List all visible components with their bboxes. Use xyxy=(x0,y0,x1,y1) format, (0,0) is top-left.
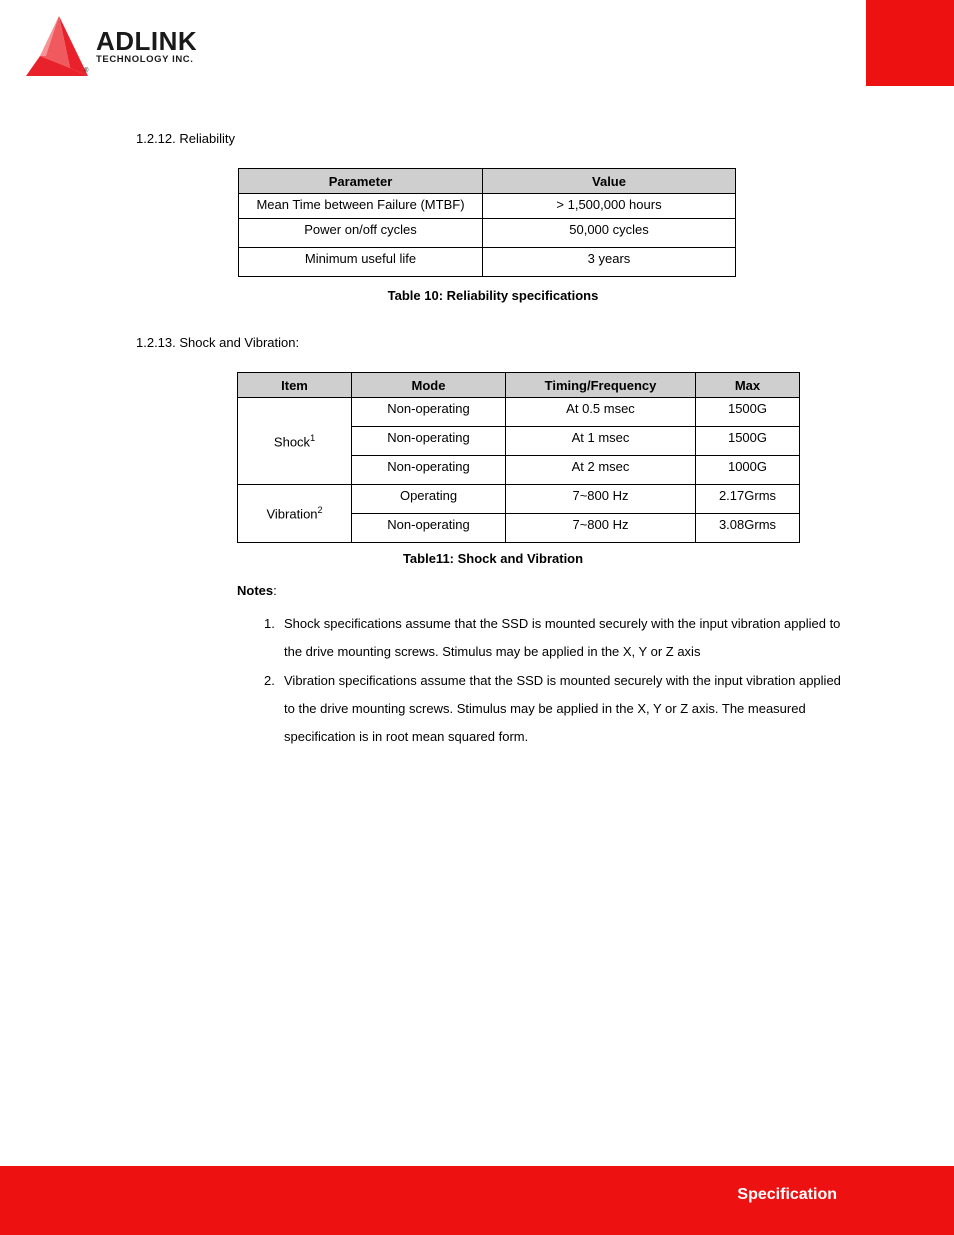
mode-cell: Operating xyxy=(352,485,506,514)
footnote-marker: 1 xyxy=(310,432,316,443)
col-header-value: Value xyxy=(483,169,736,194)
value-cell: > 1,500,000 hours xyxy=(483,194,736,219)
col-header-parameter: Parameter xyxy=(239,169,483,194)
parameter-cell: Minimum useful life xyxy=(239,248,483,277)
value-cell: 3 years xyxy=(483,248,736,277)
table-header-row xyxy=(238,373,800,398)
notes-title-label: Notes xyxy=(237,583,274,598)
timing-cell: 7~800 Hz xyxy=(506,514,696,543)
item-cell xyxy=(238,485,352,543)
adlink-triangle-icon xyxy=(26,16,88,80)
shock-vibration-table-caption: Table11: Shock and Vibration xyxy=(402,551,584,566)
col-header-item: Item xyxy=(238,373,352,398)
table-row xyxy=(238,485,800,514)
col-header-max: Max xyxy=(696,373,800,398)
max-cell: 2.17Grms xyxy=(696,485,800,514)
note-text: Vibration specifications assume that the SSD is mounted securely with the input vibration applied to the drive mounting screws. Stimulus may be applied in the X, Y or Z axis. The measured specification is in root mean squared form. xyxy=(284,673,841,744)
mode-cell: Non-operating xyxy=(352,456,506,485)
mode-cell: Non-operating xyxy=(352,398,506,427)
footer-section-label: Specification xyxy=(737,1186,837,1203)
note-number: 2. xyxy=(264,673,275,688)
table-row xyxy=(239,219,736,248)
mode-cell: Non-operating xyxy=(352,514,506,543)
table-row xyxy=(238,398,800,427)
logo-wordmark: ADLINK xyxy=(96,26,198,56)
shock-vibration-table xyxy=(237,372,800,543)
parameter-cell: Power on/off cycles xyxy=(239,219,483,248)
parameter-cell: Mean Time between Failure (MTBF) xyxy=(239,194,483,219)
header-red-tab xyxy=(866,0,954,86)
note-number: 1. xyxy=(264,616,275,631)
logo-subtitle: TECHNOLOGY INC. xyxy=(96,54,194,65)
item-cell xyxy=(238,398,352,485)
max-cell: 1500G xyxy=(696,398,800,427)
value-cell: 50,000 cycles xyxy=(483,219,736,248)
reliability-heading: 1.2.12. Reliability xyxy=(136,131,235,146)
timing-cell: At 2 msec xyxy=(506,456,696,485)
timing-cell: At 0.5 msec xyxy=(506,398,696,427)
logo-registered-mark: ® xyxy=(84,68,89,74)
col-header-mode: Mode xyxy=(352,373,506,398)
max-cell: 1500G xyxy=(696,427,800,456)
footer-bar xyxy=(0,1166,954,1235)
item-label: Shock xyxy=(273,434,311,450)
notes-title-colon: : xyxy=(273,583,277,598)
timing-cell: At 1 msec xyxy=(506,427,696,456)
mode-cell: Non-operating xyxy=(352,427,506,456)
reliability-table-caption: Table 10: Reliability specifications xyxy=(387,288,599,303)
max-cell: 3.08Grms xyxy=(696,514,800,543)
footnote-marker: 2 xyxy=(317,505,323,516)
timing-cell: 7~800 Hz xyxy=(506,485,696,514)
adlink-logo xyxy=(26,16,236,82)
reliability-table xyxy=(238,168,736,277)
col-header-timing: Timing/Frequency xyxy=(506,373,696,398)
table-row xyxy=(239,194,736,219)
item-label: Vibration xyxy=(266,506,318,522)
shock-vibration-heading: 1.2.13. Shock and Vibration: xyxy=(136,335,300,350)
note-text: Shock specifications assume that the SSD is mounted securely with the input vibration applied to the drive mounting screws. Stimulus may be applied in the X, Y or Z axis xyxy=(284,616,841,659)
max-cell: 1000G xyxy=(696,456,800,485)
table-header-row xyxy=(239,169,736,194)
notes-title xyxy=(237,583,277,598)
table-row xyxy=(239,248,736,277)
